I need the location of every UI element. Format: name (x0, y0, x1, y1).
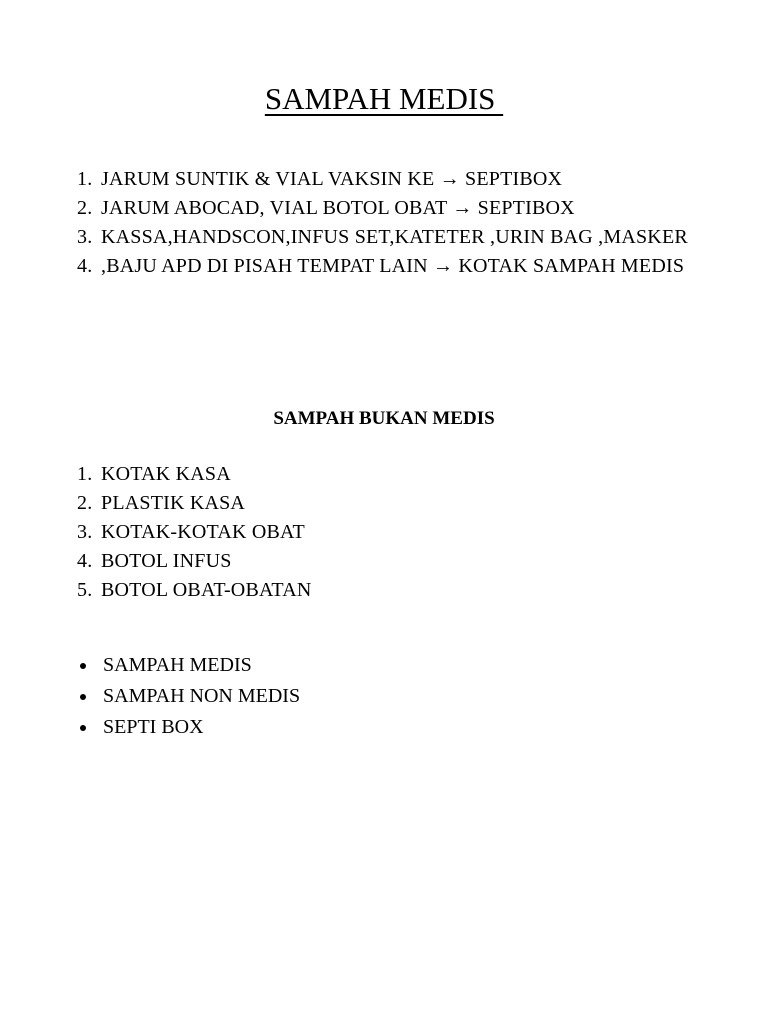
medical-waste-list (77, 165, 713, 281)
list-item (77, 194, 713, 223)
list-item-text: KOTAK KASA (101, 463, 231, 485)
list-item (77, 252, 713, 281)
bullet-item (80, 650, 680, 681)
list-item-text: JARUM ABOCAD, VIAL BOTOL OBAT → SEPTIBOX (101, 197, 575, 219)
list-item (77, 165, 713, 194)
section-title: SAMPAH BUKAN MEDIS (273, 408, 495, 429)
summary-bullet-list (80, 650, 680, 743)
list-item-text: BOTOL INFUS (101, 550, 232, 572)
list-item (77, 576, 677, 605)
list-item-text: PLASTIK KASA (101, 492, 246, 514)
list-item-number: 3. (77, 226, 93, 248)
list-item-text: KASSA,HANDSCON,INFUS SET,KATETER ,URIN BAG ,MASKER (101, 226, 688, 248)
list-item-number: 3. (77, 521, 93, 543)
bullet-item (80, 712, 680, 743)
list-item-text: ,BAJU APD DI PISAH TEMPAT LAIN → KOTAK SAMPAH MEDIS (101, 255, 685, 277)
bullet-dot-icon (80, 694, 86, 700)
list-item-number: 2. (77, 492, 93, 514)
page-title-text: SAMPAH MEDIS (264, 81, 504, 116)
list-item-number: 1. (77, 463, 93, 485)
bullet-item-text: SAMPAH MEDIS (103, 654, 252, 676)
list-item (77, 223, 713, 252)
list-item (77, 547, 677, 576)
list-item-text: JARUM SUNTIK & VIAL VAKSIN KE → SEPTIBOX (101, 168, 563, 190)
bullet-dot-icon (80, 663, 86, 669)
non-medical-waste-list (77, 460, 677, 605)
list-item-number: 1. (77, 168, 93, 190)
list-item-number: 2. (77, 197, 93, 219)
list-item-number: 4. (77, 255, 93, 277)
bullet-dot-icon (80, 725, 86, 731)
list-item (77, 460, 677, 489)
list-item-text: KOTAK-KOTAK OBAT (101, 521, 305, 543)
bullet-item (80, 681, 680, 712)
bullet-item-text: SAMPAH NON MEDIS (103, 685, 301, 707)
list-item-text: BOTOL OBAT-OBATAN (101, 579, 312, 601)
bullet-item-text: SEPTI BOX (103, 716, 204, 738)
list-item (77, 489, 677, 518)
list-item (77, 518, 677, 547)
list-item-number: 5. (77, 579, 93, 601)
page-title (0, 79, 768, 119)
list-item-number: 4. (77, 550, 93, 572)
